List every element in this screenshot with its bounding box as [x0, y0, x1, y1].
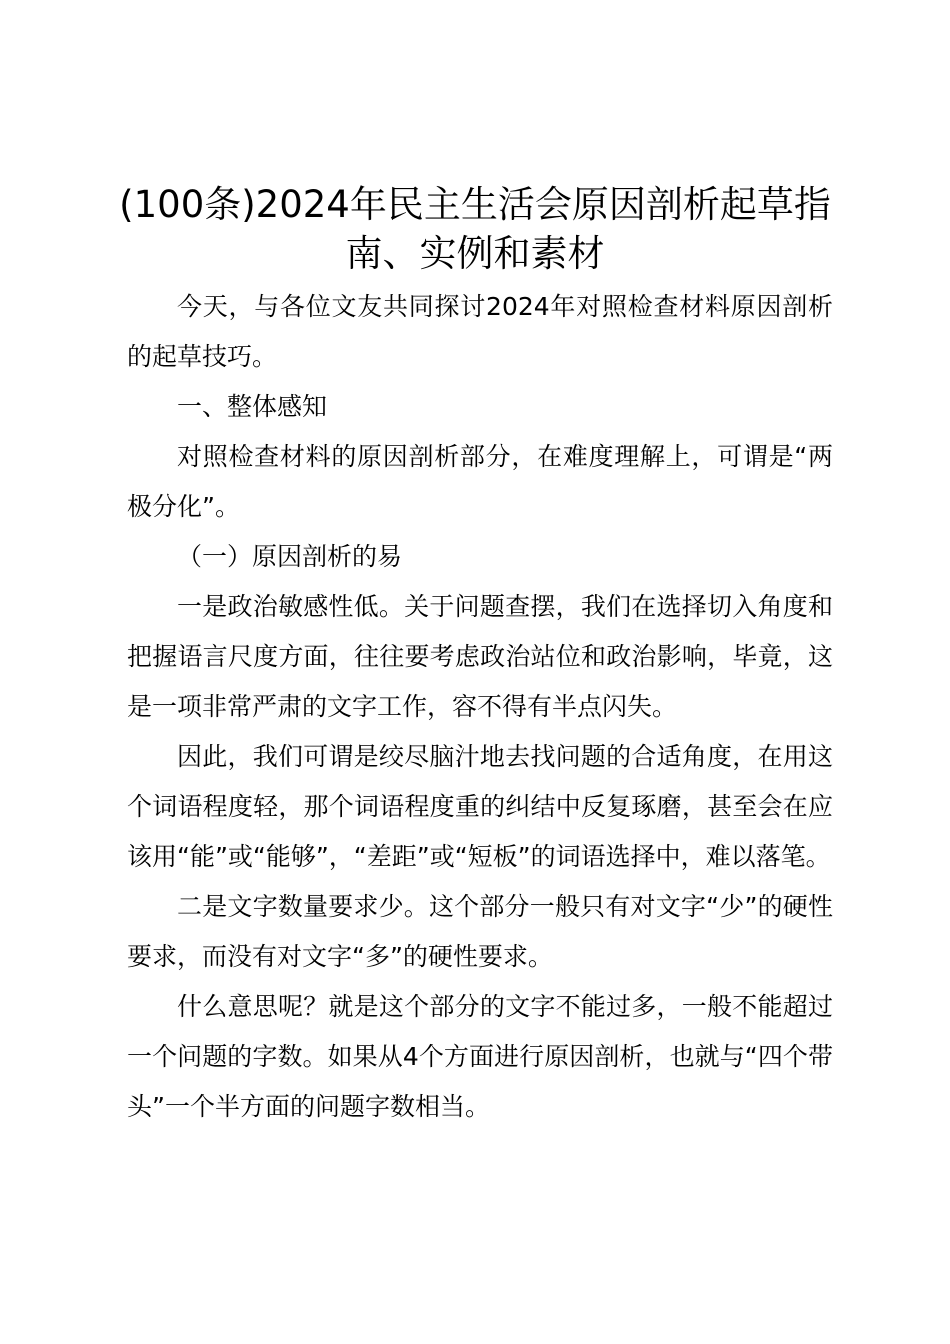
heading-overall-perception: 一、整体感知 [177, 392, 328, 421]
paragraph-polarization: 对照检查材料的原因剖析部分，在难度理解上，可谓是“两极分化”。 [127, 442, 833, 521]
paragraph-intro: 今天，与各位文友共同探讨2024年对照检查材料原因剖析的起草技巧。 [127, 292, 833, 371]
subheading-easy-part: （一）原因剖析的易 [177, 542, 403, 571]
document-title [0, 180, 950, 278]
paragraph-word-choice: 因此，我们可谓是绞尽脑汁地去找问题的合适角度，在用这个词语程度轻，那个词语程度重的纠结中反复琢磨，甚至会在应该用“能”或“能够”，“差距”或“短板”的词语选择中，难以落笔。 [127, 742, 833, 871]
title-line-1: (100条)2024年民主生活会原因剖析起草指 [119, 183, 831, 226]
document-body [127, 282, 833, 1132]
paragraph-meaning: 什么意思呢？就是这个部分的文字不能过多，一般不能超过一个问题的字数。如果从4个方面进行原因剖析，也就与“四个带头”一个半方面的问题字数相当。 [127, 992, 833, 1121]
title-line-2: 南、实例和素材 [345, 232, 605, 275]
paragraph-political-sensitivity: 一是政治敏感性低。关于问题查摆，我们在选择切入角度和把握语言尺度方面，往往要考虑政治站位和政治影响，毕竟，这是一项非常严肃的文字工作，容不得有半点闪失。 [127, 592, 833, 721]
paragraph-word-count: 二是文字数量要求少。这个部分一般只有对文字“少”的硬性要求，而没有对文字“多”的硬性要求。 [127, 892, 833, 971]
